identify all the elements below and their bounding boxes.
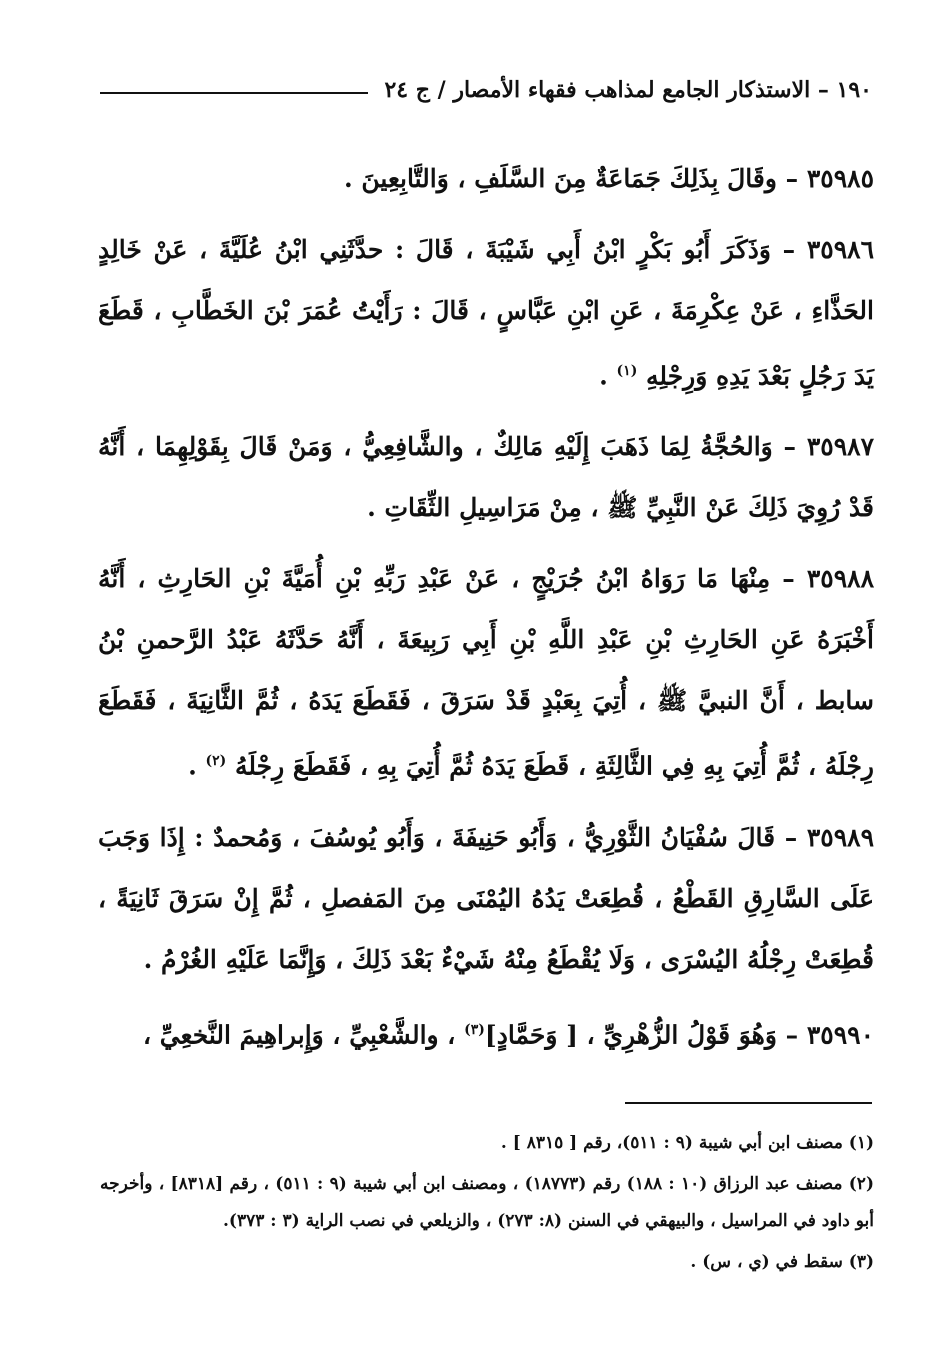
paragraph-number: ٣٥٩٨٨ <box>806 564 874 594</box>
footnote-marker: (٢) <box>205 753 227 770</box>
paragraph-35985: ٣٥٩٨٥ – وقَالَ بِذَلِكَ جَمَاعَةٌ مِنَ السَّلَفِ ، وَالتَّابِعِينَ . <box>343 164 874 193</box>
paragraph-35989: ٣٥٩٨٩ – قَالَ سُفْيَانُ الثَّوْرِيُّ ، وَأَبُو حَنِيفَةَ ، وَأَبُو يُوسُفَ ، وَمُحمدٌ : إِذَا وَجَبَ عَلَى السَّارِقِ القَطْعُ ، قُطِعَتْ يَدُهُ اليُمْنَى مِنَ المَفصلِ ، ثُمَّ إِنْ سَرَقَ ثَانِيَةً ، قُطِعَتْ رِجْلُهُ اليُسْرَى ، وَلَا يُقْطَعُ مِنْهُ شَيْءٌ بَعْدَ ذَلِكَ ، وَإِنَّمَا عَلَيْهِ الغُرْمُ . <box>98 822 874 974</box>
paragraph-end: . <box>188 751 206 781</box>
paragraph-number: ٣٥٩٨٥ <box>806 164 874 193</box>
footnote-marker: (٣) <box>464 1021 485 1038</box>
paragraph-number: ٣٥٩٨٧ <box>806 432 874 462</box>
paragraph-35990: ٣٥٩٩٠ – وَهُوَ قَوْلُ الزُّهْرِيِّ ، [ وَحَمَّادٍ]$^{(٣)}$ ، والشَّعْبِيِّ ، وَإِبراهِيمَ النَّخعِيِّ ، <box>143 1019 874 1049</box>
header-rule <box>100 92 368 94</box>
paragraph-number: ٣٥٩٩٠ <box>806 1019 874 1049</box>
paragraph-text: قَالَ سُفْيَانُ الثَّوْرِيُّ ، وَأَبُو حَنِيفَةَ ، وَأَبُو يُوسُفَ ، وَمُحمدٌ : إِذَا وَجَبَ عَلَى السَّارِقِ القَطْعُ ، قُطِعَتْ يَدُهُ اليُمْنَى مِنَ المَفصلِ ، ثُمَّ إِنْ سَرَقَ ثَانِيَةً ، قُطِعَتْ رِجْلُهُ اليُسْرَى ، وَلَا يُقْطَعُ مِنْهُ شَيْءٌ بَعْدَ ذَلِكَ ، وَإِنَّمَا عَلَيْهِ الغُرْمُ . <box>98 822 874 974</box>
footnote-2: (٢) مصنف عبد الرزاق (١٠ : ١٨٨) رقم (١٨٧٧٣) ، ومصنف ابن أبي شيبة (٩ : ٥١١) ، رقم [٨٣١٨] ، وأخرجه أبو داود في المراسيل ، والبيهقي في السنن (٨: ٢٧٣) ، والزيلعي في نصب الراية (٣ : ٣٧٣). <box>100 1174 874 1231</box>
paragraph-text: وَهُوَ قَوْلُ الزُّهْرِيِّ ، [ وَحَمَّادٍ] <box>484 1019 777 1049</box>
footnote-marker: (١) <box>616 363 638 379</box>
paragraph-number: ٣٥٩٨٦ <box>806 235 874 264</box>
paragraph-text: وَالحُجَّةُ لِمَا ذَهَبَ إِلَيْهِ مَالِكٌ ، والشَّافِعِيُّ ، وَمَنْ قَالَ بِقَوْلِهِمَا ، أَنَّهُ قَدْ رُوِيَ ذَلِكَ عَنْ النَّبِيِّ ﷺ ، مِنْ مَرَاسِيلِ الثِّقَاتِ . <box>98 432 874 523</box>
footnote-1: (١) مصنف ابن أبي شيبة (٩ : ٥١١)، رقم [ ٨٣١٥ ] . <box>500 1133 874 1153</box>
footnote-separator <box>625 1102 872 1104</box>
footnote-3: (٣) سقط في (ي ، س) . <box>690 1252 874 1272</box>
running-head-text: ١٩٠ – الاستذكار الجامع لمذاهب فقهاء الأمصار / ج ٢٤ <box>384 77 872 103</box>
main-text <box>98 148 874 1075</box>
paragraph-text: وَذَكَرَ أَبُو بَكْرٍ ابْنُ أَبِي شَيْبَةَ ، قَالَ : حدَّثَنِي ابْنُ عُلَيَّةَ ، عَنْ خَالِدٍ الحَذَّاءِ ، عَنْ عِكْرِمَةَ ، عَنِ ابْنِ عَبَّاسٍ ، قَالَ : رَأَيْتُ عُمَرَ بْنَ الخَطَّابِ ، قَطَعَ يَدَ رَجُلٍ بَعْدَ يَدِهِ وَرِجْلِهِ <box>98 235 874 391</box>
running-head <box>100 70 872 110</box>
paragraph-number: ٣٥٩٨٩ <box>806 822 874 852</box>
footnotes <box>100 1125 874 1285</box>
paragraph-35986: ٣٥٩٨٦ – وَذَكَرَ أَبُو بَكْرٍ ابْنُ أَبِي شَيْبَةَ ، قَالَ : حدَّثَنِي ابْنُ عُلَيَّةَ ، عَنْ خَالِدٍ الحَذَّاءِ ، عَنْ عِكْرِمَةَ ، عَنِ ابْنِ عَبَّاسٍ ، قَالَ : رَأَيْتُ عُمَرَ بْنَ الخَطَّابِ ، قَطَعَ يَدَ رَجُلٍ بَعْدَ يَدِهِ وَرِجْلِهِ $^{(١)}$ . <box>98 235 874 391</box>
paragraph-35987: ٣٥٩٨٧ – وَالحُجَّةُ لِمَا ذَهَبَ إِلَيْهِ مَالِكٌ ، والشَّافِعِيُّ ، وَمَنْ قَالَ بِقَوْلِهِمَا ، أَنَّهُ قَدْ رُوِيَ ذَلِكَ عَنْ النَّبِيِّ ﷺ ، مِنْ مَرَاسِيلِ الثِّقَاتِ . <box>98 432 874 523</box>
paragraph-35988: ٣٥٩٨٨ – مِنْهَا مَا رَوَاهُ ابْنُ جُرَيْجٍ ، عَنْ عَبْدِ رَبِّهِ بْنِ أُمَيَّةَ بْنِ الحَارِثِ ، أَنَّهُ أَخْبَرَهُ عَنِ الحَارِثِ بْنِ عَبْدِ اللَّهِ بْنِ أَبِي رَبِيعَةَ ، أَنَّهُ حَدَّثَهُ عَبْدُ الرَّحمنِ بْنُ سابط ، أَنَّ النبيَّ ﷺ ، أُتِيَ بِعَبْدٍ قَدْ سَرَقَ ، فَقَطَعَ يَدَهُ ، ثُمَّ الثَّانِيَةَ ، فَقَطَعَ رِجْلَهُ ، ثُمَّ أُتِيَ بِهِ فِي الثَّالِثَةِ ، قَطَعَ يَدَهُ ثُمَّ أُتِيَ بِهِ ، فَقَطَعَ رِجْلَهُ $^{(٢)}$ . <box>98 564 874 781</box>
paragraph-text: مِنْهَا مَا رَوَاهُ ابْنُ جُرَيْجٍ ، عَنْ عَبْدِ رَبِّهِ بْنِ أُمَيَّةَ بْنِ الحَارِثِ ، أَنَّهُ أَخْبَرَهُ عَنِ الحَارِثِ بْنِ عَبْدِ اللَّهِ بْنِ أَبِي رَبِيعَةَ ، أَنَّهُ حَدَّثَهُ عَبْدُ الرَّحمنِ بْنُ سابط ، أَنَّ النبيَّ ﷺ ، أُتِيَ بِعَبْدٍ قَدْ سَرَقَ ، فَقَطَعَ يَدَهُ ، ثُمَّ الثَّانِيَةَ ، فَقَطَعَ رِجْلَهُ ، ثُمَّ أُتِيَ بِهِ فِي الثَّالِثَةِ ، قَطَعَ يَدَهُ ثُمَّ أُتِيَ بِهِ ، فَقَطَعَ رِجْلَهُ <box>98 564 874 781</box>
paragraph-end: ، والشَّعْبِيِّ ، وَإِبراهِيمَ النَّخعِيِّ ، <box>143 1019 465 1049</box>
paragraph-text: وقَالَ بِذَلِكَ جَمَاعَةٌ مِنَ السَّلَفِ ، وَالتَّابِعِينَ . <box>343 164 777 193</box>
paragraph-end: . <box>599 361 617 391</box>
